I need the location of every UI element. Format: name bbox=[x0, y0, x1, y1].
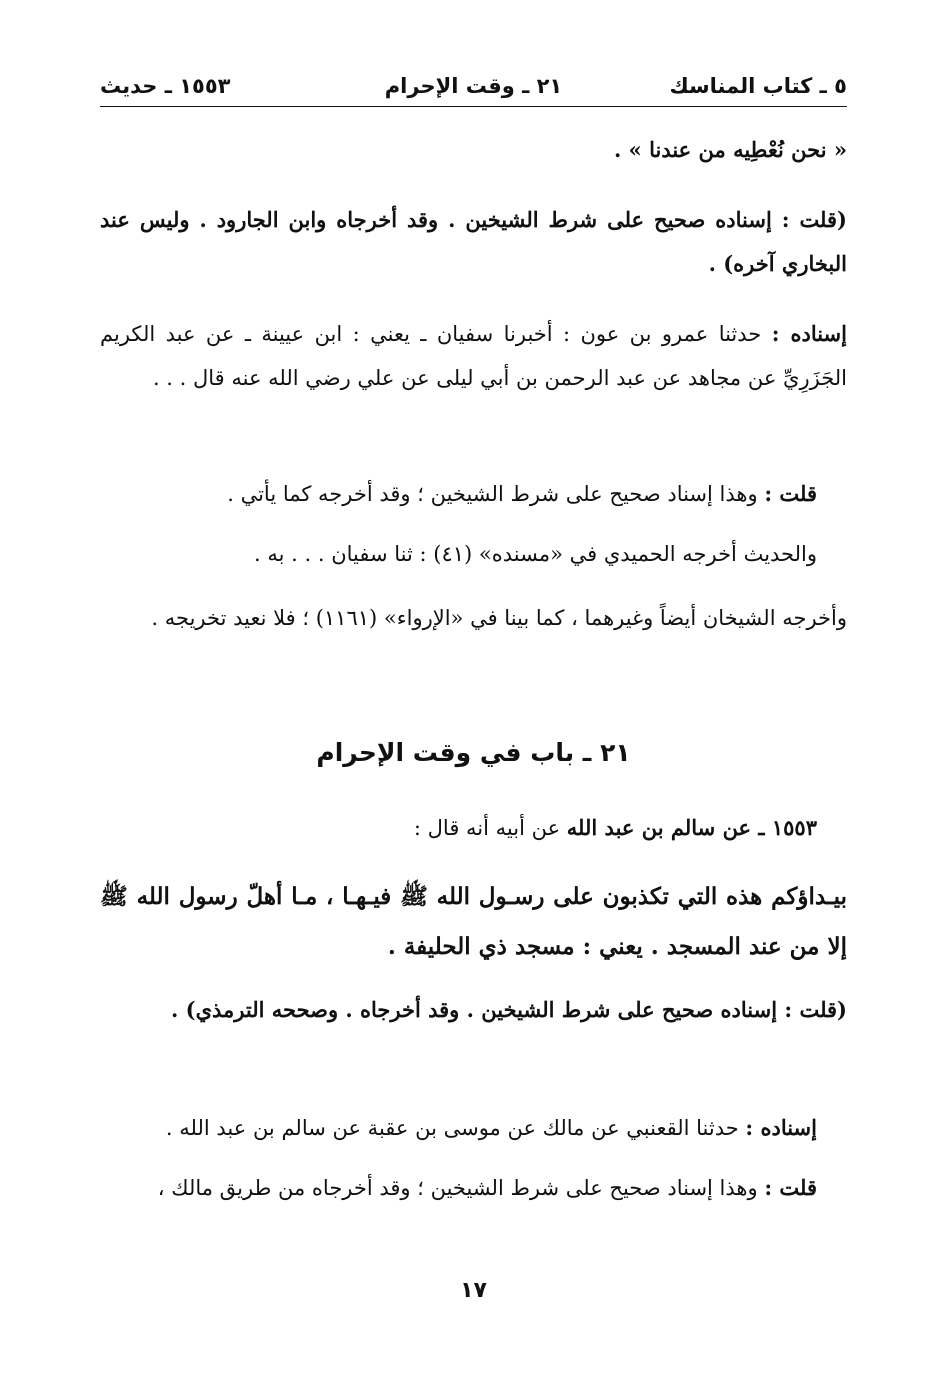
isnad-paragraph-2 bbox=[100, 1106, 817, 1150]
hadith-intro-text: عن أبيه أنه قال : bbox=[413, 816, 561, 840]
book-page bbox=[100, 0, 847, 1374]
isnad-text-2: حدثنا القعنبي عن مالك عن موسى بن عقبة عن سالم بن عبد الله . bbox=[165, 1116, 739, 1140]
header-chapter: ٥ ـ كتاب المناسك bbox=[669, 74, 847, 98]
takhrij-paragraph: والحديث أخرجه الحميدي في «مسنده» (٤١) : ثنا سفيان . . . به . bbox=[254, 542, 817, 566]
comment-label-2: قلت : bbox=[764, 1175, 817, 1200]
running-header bbox=[100, 66, 847, 106]
hadith-ending: « نحن نُعْطِيه من عندنا » . bbox=[614, 137, 847, 162]
authentication-note-2: (قلت : إسناده صحيح على شرط الشيخين . وقد أخرجاه . وصححه الترمذي) . bbox=[171, 997, 847, 1022]
comment-label: قلت : bbox=[764, 481, 817, 506]
section-heading: ٢١ ـ باب في وقت الإحرام bbox=[316, 738, 631, 767]
header-hadith-number: ١٥٥٣ ـ حديث bbox=[100, 74, 231, 98]
isnad-label: إسناده : bbox=[771, 321, 847, 346]
isnad-text: حدثنا عمرو بن عون : أخبرنا سفيان ـ يعني : ابن عيينة ـ عن عبد الكريم الجَزَرِيِّ عن مجاهد عن عبد الرحمن بن أبي ليلى عن علي رضي الله عنه قال . . . bbox=[100, 322, 847, 390]
hadith-text: بيـداؤكم هذه التي تكذبون على رسـول الله ﷺ فيـهـا ، مـا أهلّ رسول الله ﷺ إلا من عند المسجد . يعني : مسجد ذي الحليفة . bbox=[100, 883, 847, 960]
hadith-number: ١٥٥٣ ـ عن سالم بن عبد الله bbox=[566, 815, 817, 840]
comment-paragraph-2 bbox=[100, 1166, 817, 1210]
comment-text-2: وهذا إسناد صحيح على شرط الشيخين ؛ وقد أخرجاه من طريق مالك ، bbox=[157, 1176, 758, 1200]
isnad-paragraph bbox=[100, 312, 847, 400]
comment-paragraph bbox=[100, 472, 817, 516]
takhrij-paragraph-2: وأخرجه الشيخان أيضاً وغيرهما ، كما بينا في «الإرواء» (١١٦١) ؛ فلا نعيد تخريجه . bbox=[151, 606, 847, 630]
header-section: ٢١ ـ وقت الإحرام bbox=[384, 74, 563, 98]
hadith-intro bbox=[100, 806, 817, 850]
comment-text: وهذا إسناد صحيح على شرط الشيخين ؛ وقد أخرجه كما يأتي . bbox=[227, 482, 758, 506]
page-number: ١٧ bbox=[460, 1278, 487, 1303]
isnad-label-2: إسناده : bbox=[745, 1115, 817, 1140]
authentication-note: (قلت : إسناده صحيح على شرط الشيخين . وقد أخرجاه وابن الجارود . وليس عند البخاري آخره) . bbox=[100, 207, 847, 276]
header-rule bbox=[100, 106, 847, 107]
